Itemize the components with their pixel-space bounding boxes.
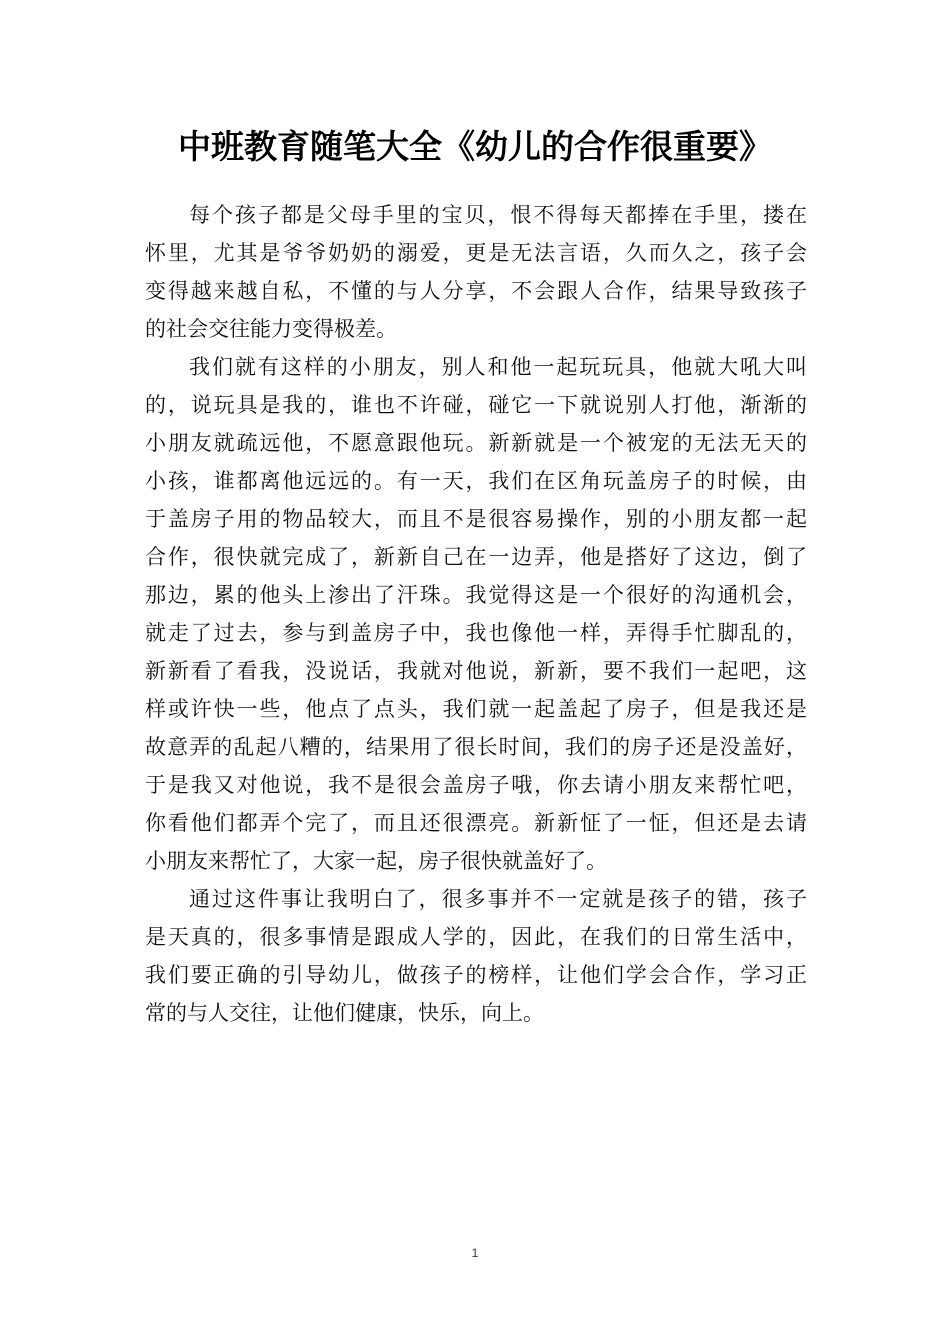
text-line: 那边，累的他头上渗出了汗珠。我觉得这是一个很好的沟通机会， (145, 583, 807, 607)
text-line: 小朋友就疏远他，不愿意跟他玩。新新就是一个被宠的无法无天的 (145, 431, 807, 455)
document-body (145, 196, 807, 1032)
text-line: 我们要正确的引导幼儿，做孩子的榜样，让他们学会合作，学习正 (145, 963, 807, 987)
text-line: 是天真的，很多事情是跟成人学的，因此，在我们的日常生活中， (145, 925, 807, 949)
text-line: 你看他们都弄个完了，而且还很漂亮。新新怔了一怔，但还是去请 (145, 811, 807, 835)
text-line: 小孩，谁都离他远远的。有一天，我们在区角玩盖房子的时候，由 (145, 469, 807, 493)
paragraph-1 (145, 196, 807, 348)
text-line: 合作，很快就完成了，新新自己在一边弄，他是搭好了这边，倒了 (145, 545, 807, 569)
text-line: 我们就有这样的小朋友，别人和他一起玩玩具，他就大吼大叫 (189, 355, 807, 379)
text-line: 小朋友来帮忙了，大家一起，房子很快就盖好了。 (145, 849, 607, 873)
text-line: 通过这件事让我明白了，很多事并不一定就是孩子的错，孩子 (189, 887, 807, 911)
text-line: 于盖房子用的物品较大，而且不是很容易操作，别的小朋友都一起 (145, 507, 807, 531)
page-number: 1 (471, 1246, 479, 1260)
paragraph-3 (145, 880, 807, 1032)
text-line: 就走了过去，参与到盖房子中，我也像他一样，弄得手忙脚乱的， (145, 621, 807, 645)
text-line: 常的与人交往，让他们健康，快乐，向上。 (145, 1001, 544, 1025)
text-line: 怀里，尤其是爷爷奶奶的溺爱，更是无法言语，久而久之，孩子会 (145, 241, 807, 265)
text-line: 样或许快一些，他点了点头，我们就一起盖起了房子，但是我还是 (145, 697, 807, 721)
text-line: 新新看了看我，没说话，我就对他说，新新，要不我们一起吧，这 (145, 659, 807, 683)
text-line: 每个孩子都是父母手里的宝贝，恨不得每天都捧在手里，搂在 (189, 203, 807, 227)
text-line: 于是我又对他说，我不是很会盖房子哦，你去请小朋友来帮忙吧， (145, 773, 807, 797)
text-line: 的，说玩具是我的，谁也不许碰，碰它一下就说别人打他，渐渐的 (145, 393, 807, 417)
text-line: 故意弄的乱起八糟的，结果用了很长时间，我们的房子还是没盖好， (145, 735, 807, 759)
text-line: 变得越来越自私，不懂的与人分享，不会跟人合作，结果导致孩子 (145, 279, 807, 303)
paragraph-2 (145, 348, 807, 880)
document-title: 中班教育随笔大全《幼儿的合作很重要》 (178, 127, 772, 166)
text-line: 的社会交往能力变得极差。 (145, 317, 397, 341)
